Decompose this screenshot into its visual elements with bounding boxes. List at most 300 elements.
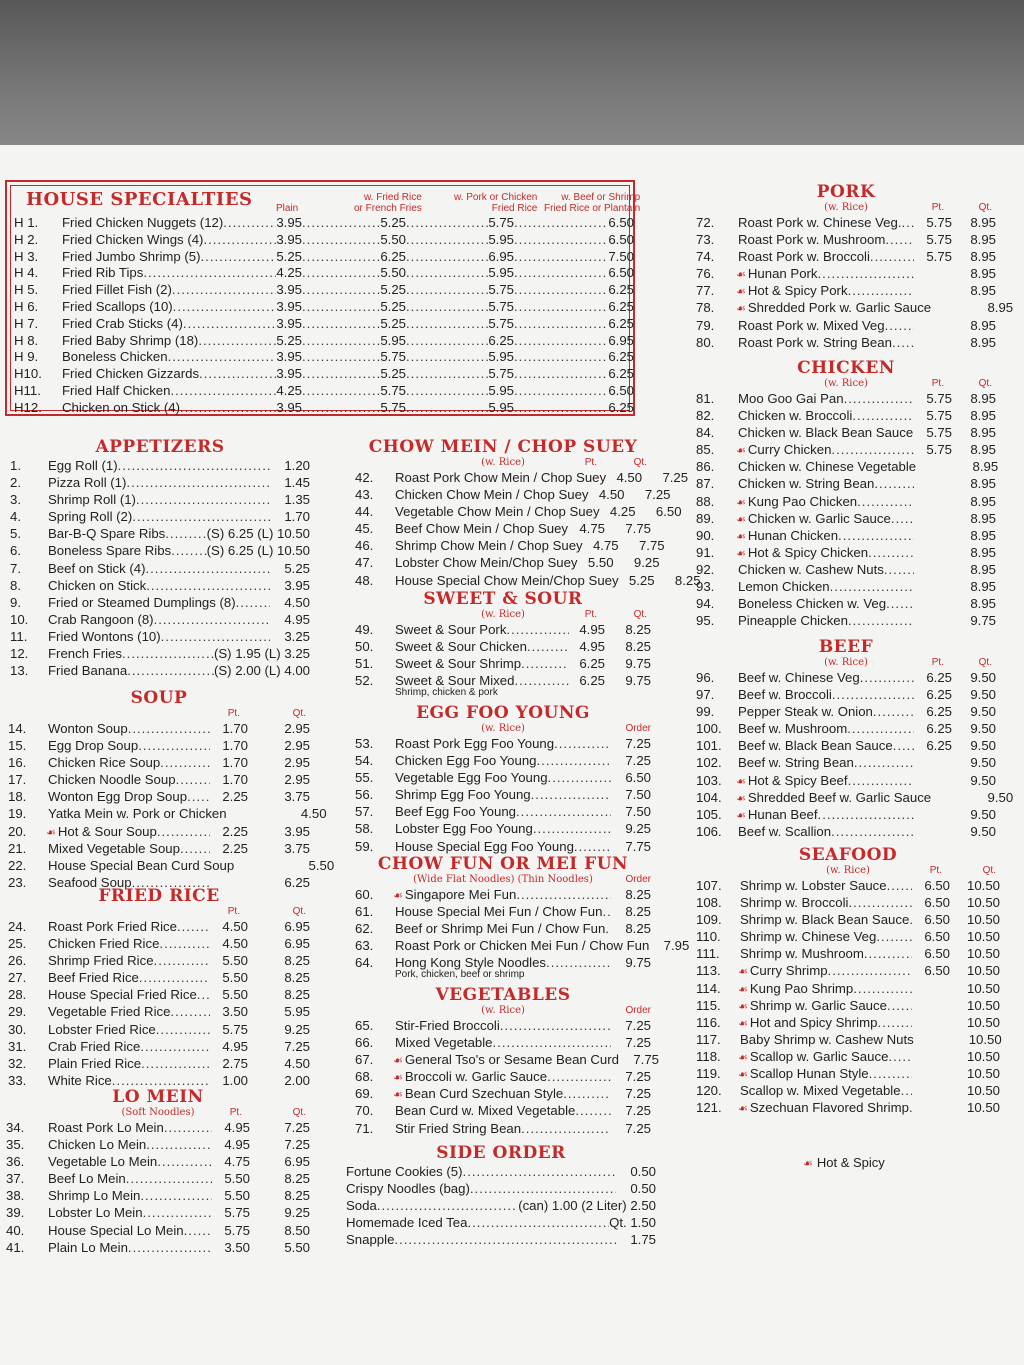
fried_rice-item-price: 5.75	[222, 1021, 248, 1037]
vegetables-item-name: Stir Fried String Bean	[395, 1120, 522, 1136]
appetizers-item-price: (S) 6.25 (L) 10.50	[206, 543, 310, 559]
sweet_sour-item-number: 50.	[355, 639, 374, 655]
lo_mein-item-number: 39.	[6, 1205, 25, 1221]
house-leader	[514, 399, 608, 416]
fried_rice-leader	[154, 952, 210, 969]
soup-item-price: 3.75	[284, 840, 310, 856]
seafood-item-number: 114.	[696, 980, 721, 996]
egg_foo_young-item	[355, 752, 651, 769]
appetizers-item	[10, 645, 310, 662]
house-item-price-value: 5.50	[380, 265, 406, 281]
egg_foo_young-item	[355, 820, 651, 837]
sweet_sour-item-price: 9.75	[625, 673, 651, 689]
fried_rice-item-name: Crab Fried Rice	[48, 1038, 141, 1054]
chicken-item-name: Chicken w. Black Bean Sauce	[738, 425, 914, 441]
pork-item	[696, 248, 996, 265]
side_order-item-price: Qt. 1.50	[609, 1215, 656, 1231]
house-price-cell	[514, 231, 634, 248]
seafood-item	[696, 1082, 1000, 1099]
house-leader	[406, 231, 488, 248]
sweet_sour-item-price: 6.25	[579, 656, 605, 672]
pork-item-name: Hot & Spicy Pork	[747, 283, 848, 299]
house-price-cell	[514, 264, 634, 281]
beef-item-number: 101.	[696, 738, 722, 754]
house-item-price-value: 6.95	[608, 332, 634, 348]
beef-item	[696, 737, 996, 754]
house-item-name: Fried Baby Shrimp (18)	[62, 332, 199, 348]
house-item-price-value: 5.95	[488, 382, 514, 398]
seafood-item-number: 117.	[696, 1031, 721, 1047]
chow_fun-item-number: 60.	[355, 887, 374, 902]
appetizers-item-name: Boneless Spare Ribs	[48, 543, 172, 559]
lo_mein-leader	[146, 1136, 212, 1153]
seafood-item-number: 121.	[696, 1100, 722, 1116]
appetizers-item	[10, 611, 310, 628]
vegetables-item-number: 66.	[355, 1035, 374, 1051]
lo_mein-item-name: Plain Lo Mein	[48, 1239, 128, 1255]
house-leader	[514, 281, 608, 298]
vegetables-leader	[547, 1068, 611, 1085]
beef-item-price: 6.25	[926, 687, 952, 703]
egg_foo_young-item	[355, 735, 651, 752]
house-item-name: Fried Chicken Wings (4)	[62, 231, 204, 247]
fried_rice-item-price: 4.50	[222, 919, 248, 934]
soup-item	[8, 737, 310, 754]
house-price-cell	[302, 332, 406, 349]
chicken-item-price: 8.95	[970, 425, 996, 441]
lo_mein-leader	[143, 1204, 212, 1221]
chicken-item-name: Chicken w. Broccoli	[738, 408, 853, 424]
lo_mein-item-name: Shrimp Lo Mein	[48, 1188, 141, 1204]
pork-leader	[870, 248, 914, 265]
lo_mein-item-price: 5.75	[224, 1222, 250, 1238]
soup-item-price: 2.25	[222, 840, 248, 856]
lo_mein-leader	[184, 1222, 212, 1239]
fried_rice-item-name: House Special Fried Rice	[48, 987, 197, 1003]
hot-pepper-icon: ☙	[738, 1000, 748, 1013]
appetizers-section	[10, 437, 310, 679]
house-price-cell	[302, 231, 406, 248]
house-item-price-value: 5.75	[380, 399, 406, 415]
egg_foo_young-leader	[531, 786, 611, 803]
house-price-cell	[302, 365, 406, 382]
appetizers-item-name: Fried Banana	[48, 663, 128, 679]
fried_rice-item-number: 29.	[8, 1004, 27, 1020]
fried_rice-item-number: 26.	[8, 953, 27, 969]
soup-item-name: Hot & Sour Soup	[57, 823, 157, 839]
vegetables-section	[355, 985, 659, 1137]
beef-item-number: 106.	[696, 823, 722, 839]
beef-item-price: 9.50	[970, 823, 996, 839]
house-leader	[302, 264, 380, 281]
side_order-item-name: Soda	[346, 1198, 377, 1214]
appetizers-item-number: 2.	[10, 475, 21, 491]
appetizers-leader	[126, 474, 270, 491]
chow_mein-qt-header: Qt.	[633, 457, 647, 468]
house-item-price-value: 6.25	[488, 332, 514, 348]
pork-item-price: 5.75	[926, 215, 952, 230]
fried_rice-item-name: Chicken Fried Rice	[48, 936, 160, 952]
side_order-item	[346, 1180, 656, 1197]
appetizers-item-name: Fried Wontons (10)	[48, 628, 161, 644]
fried_rice-pt-header: Pt.	[227, 906, 240, 917]
chow_mein-item-name: Beef Chow Mein / Chop Suey	[395, 521, 568, 537]
beef-item-price: 9.50	[970, 772, 996, 788]
egg_foo_young-item-price: 6.50	[625, 770, 651, 786]
chicken-leader	[874, 475, 914, 492]
soup-item	[8, 754, 310, 771]
chicken-leader	[831, 441, 914, 458]
chicken-item	[696, 390, 996, 407]
seafood-item-name: Curry Shrimp	[749, 963, 828, 979]
seafood-title: SEAFOOD	[798, 845, 898, 865]
chicken-leader	[886, 595, 914, 612]
seafood-item	[696, 997, 1000, 1014]
appetizers-leader	[171, 542, 206, 559]
seafood-item-name: Shrimp w. Garlic Sauce	[749, 997, 887, 1013]
lo_mein-leader	[126, 1170, 212, 1187]
sweet_sour-qt-header: Qt.	[633, 609, 647, 620]
chow_fun-item-number: 64.	[355, 955, 374, 971]
house-leader	[406, 281, 488, 298]
house-price-cell	[302, 298, 406, 315]
seafood-item	[696, 1099, 1000, 1116]
chicken-item-name: Pineapple Chicken	[738, 613, 848, 629]
beef-leader	[860, 669, 914, 686]
sweet_sour-item	[355, 621, 651, 638]
chow_fun-item-price: 7.95	[663, 938, 690, 954]
chow_mein-item	[355, 486, 671, 503]
egg_foo_young-item-price: 7.50	[625, 787, 651, 803]
beef-item-number: 105.	[696, 806, 722, 822]
appetizers-leader	[118, 457, 270, 474]
pork-item-price: 8.95	[970, 249, 996, 265]
house-leader	[302, 382, 380, 399]
beef-item-name: Beef w. Black Bean Sauce	[738, 738, 893, 754]
sweet_sour-item-price: 4.95	[579, 622, 605, 637]
chicken-item-name: Chicken w. Chinese Vegetable	[738, 459, 917, 475]
seafood-item	[696, 962, 1000, 979]
chow_fun-item	[355, 886, 651, 903]
lo_mein-item-price: 5.50	[224, 1188, 250, 1204]
seafood-item-price: 10.50	[966, 963, 1000, 979]
lo_mein-item-price: 7.25	[284, 1137, 310, 1153]
appetizers-item	[10, 491, 310, 508]
house-item-price-value: 5.95	[488, 399, 514, 415]
chow_mein-item-price: 7.25	[662, 470, 689, 485]
house-price-cell	[514, 365, 634, 382]
soup-item-number: 15.	[8, 738, 27, 754]
sweet_sour-item-price: 9.75	[625, 656, 651, 672]
chicken-item	[696, 510, 996, 527]
appetizers-item-price: 5.25	[284, 560, 310, 576]
vegetables-item-number: 65.	[355, 1018, 374, 1033]
soup-item-price: 2.25	[222, 789, 248, 805]
pork-item-price: 8.95	[970, 283, 996, 299]
hot-pepper-icon: ☙	[736, 513, 746, 526]
beef-item	[696, 669, 996, 686]
house-item-price-value: 6.25	[608, 366, 634, 382]
pork-item	[696, 317, 996, 334]
pork-title: PORK	[816, 182, 876, 202]
beef-item-number: 102.	[696, 755, 722, 771]
house-price-cell	[302, 264, 406, 281]
house-item-price-value: 6.50	[608, 231, 634, 247]
vegetables-item-number: 67.	[355, 1052, 374, 1068]
lo_mein-item-number: 36.	[6, 1154, 25, 1170]
house-col-fried-header: w. Fried Rice or French Fries	[354, 192, 422, 214]
seafood-leader	[909, 1099, 912, 1116]
vegetables-item-name: General Tso's or Sesame Bean Curd	[404, 1052, 619, 1068]
chow_mein-item-price: 4.75	[579, 521, 605, 537]
egg_foo_young-item-number: 53.	[355, 736, 374, 751]
vegetables-item	[355, 1085, 651, 1102]
beef-column-header	[696, 657, 996, 669]
seafood-item-price: 10.50	[966, 878, 1000, 893]
fried_rice-item-price: 4.50	[284, 1055, 310, 1071]
pork-qt-header: Qt.	[978, 202, 992, 213]
house-col-plain-header: Plain	[276, 203, 299, 214]
chicken-item-number: 95.	[696, 613, 715, 629]
chicken-item-name: Kung Pao Chicken	[747, 493, 858, 509]
house-leader	[406, 332, 488, 349]
chow_fun-item-name: Singapore Mei Fun	[404, 887, 517, 902]
egg_foo_young-item-number: 57.	[355, 804, 374, 820]
soup-item-price: 2.95	[284, 738, 310, 754]
lo-mein-section	[6, 1087, 310, 1256]
house-price-cell	[514, 332, 634, 349]
hot-pepper-icon: ☙	[738, 1051, 748, 1064]
hot-pepper-icon: ☙	[393, 1089, 403, 1102]
lo_mein-item-number: 38.	[6, 1188, 25, 1204]
sweet_sour-item-number: 52.	[355, 673, 374, 689]
appetizers-item-name: Shrimp Roll (1)	[48, 492, 136, 508]
sweet_sour-title: SWEET & SOUR	[423, 589, 583, 609]
appetizers-item-number: 3.	[10, 492, 21, 508]
vegetables-leader	[521, 1120, 611, 1137]
egg_foo_young-item-price: 7.25	[625, 753, 651, 769]
house-price-cell	[406, 315, 514, 332]
house-price-cell	[302, 214, 406, 231]
chicken-item-name: Boneless Chicken w. Veg	[738, 596, 887, 612]
lo_mein-item-price: 5.50	[224, 1171, 250, 1187]
chicken-item	[696, 493, 996, 510]
pork-item-number: 73.	[696, 232, 715, 248]
fried_rice-item	[8, 918, 310, 935]
hot-pepper-icon: ☙	[738, 1069, 748, 1082]
sweet_sour-column-header	[355, 609, 651, 621]
beef-leader	[831, 823, 914, 840]
seafood-item-price: 10.50	[966, 912, 1000, 928]
house-leader	[223, 214, 276, 231]
house-leader	[203, 231, 276, 248]
beef-item-price: 6.25	[926, 738, 952, 754]
side_order-item-name: Fortune Cookies (5)	[346, 1164, 463, 1179]
chicken-qt-header: Qt.	[978, 378, 992, 389]
appetizers-item-number: 5.	[10, 526, 21, 542]
beef-leader	[893, 737, 914, 754]
chicken-title: CHICKEN	[797, 358, 895, 378]
chow_mein-subtitle: (w. Rice)	[481, 457, 525, 468]
soup-item	[8, 857, 335, 874]
vegetables-item-name: Mixed Vegetable	[395, 1035, 493, 1051]
house-leader	[302, 248, 380, 265]
lo_mein-column-header	[6, 1107, 310, 1119]
house-item-number: H 1.	[14, 215, 39, 230]
house-leader	[514, 348, 608, 365]
soup-leader	[160, 754, 210, 771]
lo_mein-item	[6, 1239, 310, 1256]
soup-item-name: Wonton Egg Drop Soup	[48, 789, 188, 805]
house-leader	[514, 214, 608, 231]
soup-item-number: 14.	[8, 721, 27, 736]
appetizers-item-price: 4.95	[284, 611, 310, 627]
pork-leader	[848, 282, 914, 299]
hot-pepper-icon: ☙	[736, 809, 746, 822]
chow_fun-item-name: Hong Kong Style Noodles	[395, 955, 547, 971]
egg_foo_young-subtitle: (w. Rice)	[481, 723, 525, 734]
beef-item	[696, 806, 996, 823]
house-price-cell	[302, 315, 406, 332]
house-leader	[183, 315, 276, 332]
seafood-leader	[877, 1014, 912, 1031]
chow_fun-title: CHOW FUN OR MEI FUN	[377, 854, 629, 874]
table-surface	[0, 0, 1024, 160]
hot-pepper-icon: ☙	[736, 445, 746, 458]
chow_mein-item	[355, 503, 682, 520]
pork-item-number: 79.	[696, 317, 715, 333]
sweet_sour-pt-header: Pt.	[584, 609, 597, 620]
beef-item-price: 9.50	[970, 755, 996, 771]
egg_foo_young-leader	[548, 769, 611, 786]
house-price-cell	[406, 281, 514, 298]
vegetables-item-name: Bean Curd Szechuan Style	[404, 1086, 564, 1102]
soup-leader	[138, 737, 210, 754]
appetizers-item-name: French Fries	[48, 646, 123, 662]
lo_mein-item-price: 7.25	[284, 1120, 310, 1135]
appetizers-item-number: 1.	[10, 458, 21, 473]
soup-item-number: 19.	[8, 806, 27, 822]
house-item-name: Fried Chicken Gizzards	[62, 366, 200, 382]
fried_rice-item-price: 5.95	[284, 1004, 310, 1020]
appetizers-leader	[145, 560, 270, 577]
appetizers-item-price: (S) 2.00 (L) 4.00	[213, 663, 310, 679]
chow_mein-item-price: 9.25	[633, 555, 660, 571]
sweet_sour-item-price: 8.25	[625, 639, 651, 655]
vegetables-item-name: Stir-Fried Broccoli	[395, 1018, 500, 1033]
fried_rice-item-name: Plain Fried Rice	[48, 1055, 142, 1071]
pork-item	[696, 231, 996, 248]
seafood-item-number: 109.	[696, 912, 722, 928]
house-leader	[168, 348, 277, 365]
house-leader	[514, 264, 608, 281]
house-price-cell	[514, 348, 634, 365]
fried_rice-item-price: 8.25	[284, 953, 310, 969]
beef-item	[696, 789, 1014, 806]
soup-item-name: Seafood Soup	[48, 874, 132, 890]
fried_rice-item	[8, 935, 310, 952]
house-item	[14, 365, 634, 382]
chow_fun-item	[355, 937, 690, 954]
chow_fun-item-number: 62.	[355, 921, 374, 937]
lo_mein-subtitle: (Soft Noodles)	[121, 1107, 195, 1118]
seafood-item-price: 10.50	[966, 946, 1000, 962]
seafood-item-price: 10.50	[966, 1014, 1000, 1030]
appetizers-item	[10, 577, 310, 594]
house-leader	[302, 365, 380, 382]
chicken-item-number: 90.	[696, 527, 715, 543]
lo_mein-item-price: 9.25	[284, 1205, 310, 1221]
appetizers-item-number: 9.	[10, 594, 21, 610]
house-item-price-value: 6.25	[608, 349, 634, 365]
pork-item-number: 80.	[696, 334, 715, 350]
soup-column-header	[8, 708, 310, 720]
soup-item-number: 17.	[8, 772, 27, 788]
appetizers-leader	[146, 577, 270, 594]
chicken-item-price: 8.95	[970, 442, 996, 458]
beef-item-price: 6.25	[926, 721, 952, 737]
seafood-section	[696, 845, 1000, 1116]
soup-item-price: 1.70	[222, 721, 248, 736]
house-item	[14, 315, 634, 332]
chicken-item	[696, 458, 999, 475]
fried_rice-qt-header: Qt.	[292, 906, 306, 917]
beef-leader	[854, 754, 914, 771]
chow_mein-item-number: 47.	[355, 555, 374, 571]
chicken-leader	[844, 390, 914, 407]
fried_rice-leader	[140, 1038, 210, 1055]
lo_mein-item-name: Vegetable Lo Mein	[48, 1154, 158, 1170]
hot-pepper-icon: ☙	[736, 496, 746, 509]
pork-item	[696, 299, 1014, 316]
appetizers-leader	[132, 508, 270, 525]
seafood-item	[696, 1065, 1000, 1082]
chow_mein-item	[355, 469, 689, 486]
appetizers-leader	[122, 645, 214, 662]
appetizers-item-name: Pizza Roll (1)	[48, 475, 127, 491]
house-item-price: 5.25	[276, 248, 302, 264]
vegetables-item	[355, 1120, 651, 1137]
fried_rice-item-number: 31.	[8, 1038, 27, 1054]
seafood-item-number: 115.	[696, 997, 721, 1013]
seafood-item-price: 10.50	[966, 980, 1000, 996]
soup-item-name: Chicken Rice Soup	[48, 755, 161, 771]
appetizers-item-price: 1.35	[284, 492, 310, 508]
side_order-leader	[394, 1231, 616, 1248]
pork-leader	[818, 265, 914, 282]
lo_mein-item-name: Lobster Lo Mein	[48, 1205, 143, 1221]
seafood-item	[696, 877, 1000, 894]
chicken-item	[696, 527, 996, 544]
house-leader	[173, 298, 277, 315]
house-leader	[302, 214, 380, 231]
side_order-title: SIDE ORDER	[436, 1143, 566, 1163]
house-price-cell	[406, 264, 514, 281]
fried_rice-item-price: 8.25	[284, 987, 310, 1003]
chicken-subtitle: (w. Rice)	[824, 378, 868, 389]
house-item	[14, 264, 634, 281]
seafood-item-price: 10.50	[968, 1031, 1002, 1047]
soup-leader	[180, 840, 210, 857]
vegetables-item-price: 7.25	[625, 1120, 651, 1136]
beef-leader	[818, 806, 914, 823]
chicken-section	[696, 358, 999, 629]
lo_mein-item-price: 4.95	[224, 1120, 250, 1135]
fried_rice-item-price: 1.00	[222, 1072, 248, 1088]
soup-item-price: 4.50	[300, 806, 327, 822]
house-item-name: Boneless Chicken	[62, 349, 168, 365]
vegetables-item-price: 7.25	[625, 1018, 651, 1033]
